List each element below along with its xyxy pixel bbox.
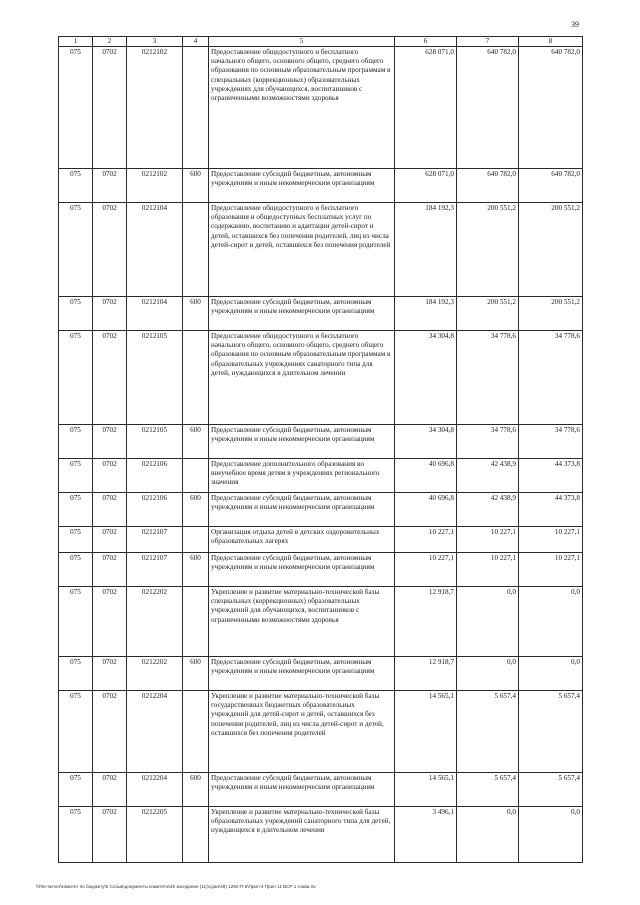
cell-amount-col6: 184 192,3 [395, 202, 457, 296]
cell-section-code: 0702 [93, 202, 127, 296]
cell-amount-col8: 0,0 [519, 586, 583, 656]
cell-section-code: 0702 [93, 552, 127, 586]
cell-section-code: 0702 [93, 492, 127, 526]
cell-amount-col7: 640 782,0 [457, 168, 519, 202]
cell-amount-col6: 3 496,1 [395, 806, 457, 862]
cell-ministry-code: 075 [59, 492, 93, 526]
cell-section-code: 0702 [93, 458, 127, 492]
cell-expense-type [183, 586, 209, 656]
cell-amount-col7: 10 227,1 [457, 526, 519, 552]
table-header-row [59, 37, 583, 47]
table-row [59, 656, 583, 690]
cell-expense-type [183, 458, 209, 492]
cell-target-article: 0212104 [127, 202, 183, 296]
cell-amount-col6: 628 071,0 [395, 46, 457, 168]
cell-amount-col6: 40 696,8 [395, 458, 457, 492]
header-col-1: 1 [59, 37, 93, 47]
cell-amount-col7: 640 782,0 [457, 46, 519, 168]
cell-ministry-code: 075 [59, 424, 93, 458]
table-row [59, 690, 583, 772]
cell-expense-type [183, 330, 209, 424]
table-row [59, 168, 583, 202]
cell-expense-type: 600 [183, 552, 209, 586]
cell-target-article: 0212102 [127, 168, 183, 202]
cell-amount-col6: 10 227,1 [395, 552, 457, 586]
cell-ministry-code: 075 [59, 552, 93, 586]
cell-amount-col8: 34 778,6 [519, 424, 583, 458]
cell-description: Предоставление субсидий бюджетным, автономным учреждениям и иным некоммерческим организациям [209, 424, 395, 458]
table-row [59, 330, 583, 424]
cell-expense-type [183, 806, 209, 862]
table-row [59, 202, 583, 296]
cell-target-article: 0212106 [127, 458, 183, 492]
cell-ministry-code: 075 [59, 202, 93, 296]
cell-amount-col6: 184 192,3 [395, 296, 457, 330]
table-row [59, 296, 583, 330]
cell-amount-col8: 200 551,2 [519, 296, 583, 330]
cell-section-code: 0702 [93, 296, 127, 330]
cell-ministry-code: 075 [59, 168, 93, 202]
cell-expense-type: 600 [183, 296, 209, 330]
cell-amount-col8: 5 657,4 [519, 772, 583, 806]
cell-expense-type: 600 [183, 492, 209, 526]
table-row [59, 586, 583, 656]
cell-description: Предоставление субсидий бюджетным, автономным учреждениям и иным некоммерческим организациям [209, 656, 395, 690]
cell-amount-col8: 44 373,8 [519, 492, 583, 526]
cell-amount-col6: 12 918,7 [395, 656, 457, 690]
cell-section-code: 0702 [93, 46, 127, 168]
cell-description: Укрепление и развитие материально-технической базы специальных (коррекционных) образовательных учреждений для обучающихся, воспитанников с ограниченными возможностями здоровья [209, 586, 395, 656]
cell-description: Предоставление субсидий бюджетным, автономным учреждениям и иным некоммерческим организациям [209, 168, 395, 202]
cell-section-code: 0702 [93, 690, 127, 772]
header-col-3: 3 [127, 37, 183, 47]
cell-target-article: 0212204 [127, 690, 183, 772]
cell-amount-col8: 640 782,0 [519, 168, 583, 202]
cell-amount-col7: 0,0 [457, 806, 519, 862]
header-col-2: 2 [93, 37, 127, 47]
cell-expense-type [183, 690, 209, 772]
cell-target-article: 0212202 [127, 656, 183, 690]
cell-section-code: 0702 [93, 772, 127, 806]
cell-description: Предоставление общедоступного и бесплатного начального общего, основного общего, среднего общего образования по основным образовательным программам в специальных (коррекционных) образовательных учреждениях для обучающихся, воспитанников с ограниченными возможностями здоровья [209, 46, 395, 168]
cell-amount-col7: 200 551,2 [457, 296, 519, 330]
cell-section-code: 0702 [93, 656, 127, 690]
header-col-4: 4 [183, 37, 209, 47]
cell-amount-col8: 10 227,1 [519, 552, 583, 586]
cell-target-article: 0212105 [127, 330, 183, 424]
cell-amount-col8: 200 551,2 [519, 202, 583, 296]
cell-section-code: 0702 [93, 806, 127, 862]
page-number: 39 [571, 20, 579, 29]
cell-amount-col7: 200 551,2 [457, 202, 519, 296]
cell-description: Предоставление общедоступного и бесплатного образования и общедоступных бесплатных услуг по содержанию, воспитанию и адаптации детей-сирот и детей, оставшихся без попечения родителей, лиц из числа детей-сирот и детей, оставшихся без попечения родителей [209, 202, 395, 296]
table-row [59, 424, 583, 458]
cell-expense-type: 600 [183, 168, 209, 202]
cell-expense-type: 600 [183, 656, 209, 690]
cell-target-article: 0212204 [127, 772, 183, 806]
cell-amount-col7: 34 778,6 [457, 330, 519, 424]
cell-ministry-code: 075 [59, 690, 93, 772]
cell-ministry-code: 075 [59, 46, 93, 168]
cell-amount-col7: 0,0 [457, 586, 519, 656]
cell-amount-col8: 0,0 [519, 806, 583, 862]
cell-ministry-code: 075 [59, 772, 93, 806]
table-row [59, 46, 583, 168]
header-col-8: 8 [519, 37, 583, 47]
cell-amount-col8: 44 373,8 [519, 458, 583, 492]
cell-amount-col8: 34 778,6 [519, 330, 583, 424]
table-row [59, 806, 583, 862]
table-row [59, 772, 583, 806]
table-row [59, 492, 583, 526]
cell-target-article: 0212102 [127, 46, 183, 168]
cell-description: Предоставление субсидий бюджетным, автономным учреждениям и иным некоммерческим организациям [209, 492, 395, 526]
cell-amount-col6: 14 565,1 [395, 690, 457, 772]
cell-expense-type [183, 526, 209, 552]
cell-section-code: 0702 [93, 586, 127, 656]
cell-description: Укрепление и развитие материально-технической базы государственных бюджетных образовательных учреждений для детей-сирот и детей, оставшихся без попечения родителей, лиц из числа детей-сирот и детей, оставшихся без попечения родителей [209, 690, 395, 772]
cell-target-article: 0212104 [127, 296, 183, 330]
budget-table [58, 36, 583, 863]
cell-description: Организация отдыха детей в детских оздоровительных образовательных лагерях [209, 526, 395, 552]
cell-target-article: 0212107 [127, 526, 183, 552]
cell-amount-col7: 34 778,6 [457, 424, 519, 458]
cell-ministry-code: 075 [59, 526, 93, 552]
cell-target-article: 0212202 [127, 586, 183, 656]
cell-amount-col6: 34 304,8 [395, 330, 457, 424]
cell-amount-col6: 12 918,7 [395, 586, 457, 656]
cell-amount-col7: 5 657,4 [457, 772, 519, 806]
cell-target-article: 0212205 [127, 806, 183, 862]
cell-amount-col7: 42 438,9 [457, 458, 519, 492]
cell-ministry-code: 075 [59, 296, 93, 330]
cell-expense-type [183, 202, 209, 296]
cell-amount-col6: 40 696,8 [395, 492, 457, 526]
cell-amount-col8: 0,0 [519, 656, 583, 690]
cell-ministry-code: 075 [59, 586, 93, 656]
cell-amount-col8: 5 657,4 [519, 690, 583, 772]
cell-amount-col6: 10 227,1 [395, 526, 457, 552]
cell-section-code: 0702 [93, 168, 127, 202]
cell-ministry-code: 075 [59, 656, 93, 690]
header-col-6: 6 [395, 37, 457, 47]
cell-description: Предоставление субсидий бюджетным, автономным учреждениям и иным некоммерческим организациям [209, 296, 395, 330]
cell-description: Предоставление субсидий бюджетным, автономным учреждениям и иным некоммерческим организациям [209, 772, 395, 806]
cell-amount-col8: 10 227,1 [519, 526, 583, 552]
cell-expense-type [183, 46, 209, 168]
table-row [59, 552, 583, 586]
cell-section-code: 0702 [93, 330, 127, 424]
cell-expense-type: 600 [183, 772, 209, 806]
cell-section-code: 0702 [93, 424, 127, 458]
cell-target-article: 0212106 [127, 492, 183, 526]
header-col-7: 7 [457, 37, 519, 47]
cell-section-code: 0702 [93, 526, 127, 552]
cell-amount-col7: 0,0 [457, 656, 519, 690]
file-path-footer: \\File-server\комитет по бюджету\5 Созыв\документы комитета\49 заседание (11)\сдан\49) 1292-П-5\Прил 4 Прил 11 ВСР 1 глава.rtx [36, 884, 316, 889]
cell-ministry-code: 075 [59, 806, 93, 862]
cell-target-article: 0212105 [127, 424, 183, 458]
cell-amount-col7: 42 438,9 [457, 492, 519, 526]
cell-amount-col8: 640 782,0 [519, 46, 583, 168]
cell-target-article: 0212107 [127, 552, 183, 586]
cell-expense-type: 600 [183, 424, 209, 458]
cell-amount-col6: 628 071,0 [395, 168, 457, 202]
cell-ministry-code: 075 [59, 458, 93, 492]
cell-amount-col6: 14 565,1 [395, 772, 457, 806]
cell-amount-col7: 10 227,1 [457, 552, 519, 586]
cell-description: Предоставление дополнительного образования во внеучебное время детям в учреждениях регионального значения [209, 458, 395, 492]
header-col-5: 5 [209, 37, 395, 47]
cell-description: Укрепление и развитие материально-технической базы образовательных учреждений санаторного типа для детей, нуждающихся в длительном лечении [209, 806, 395, 862]
table-row [59, 458, 583, 492]
cell-ministry-code: 075 [59, 330, 93, 424]
cell-amount-col6: 34 304,8 [395, 424, 457, 458]
table-row [59, 526, 583, 552]
cell-amount-col7: 5 657,4 [457, 690, 519, 772]
cell-description: Предоставление общедоступного и бесплатного начального общего, основного общего, среднего общего образования по основным образовательным программам в образовательных учреждениях санаторного типа для детей, нуждающихся в длительном лечении [209, 330, 395, 424]
cell-description: Предоставление субсидий бюджетным, автономным учреждениям и иным некоммерческим организациям [209, 552, 395, 586]
